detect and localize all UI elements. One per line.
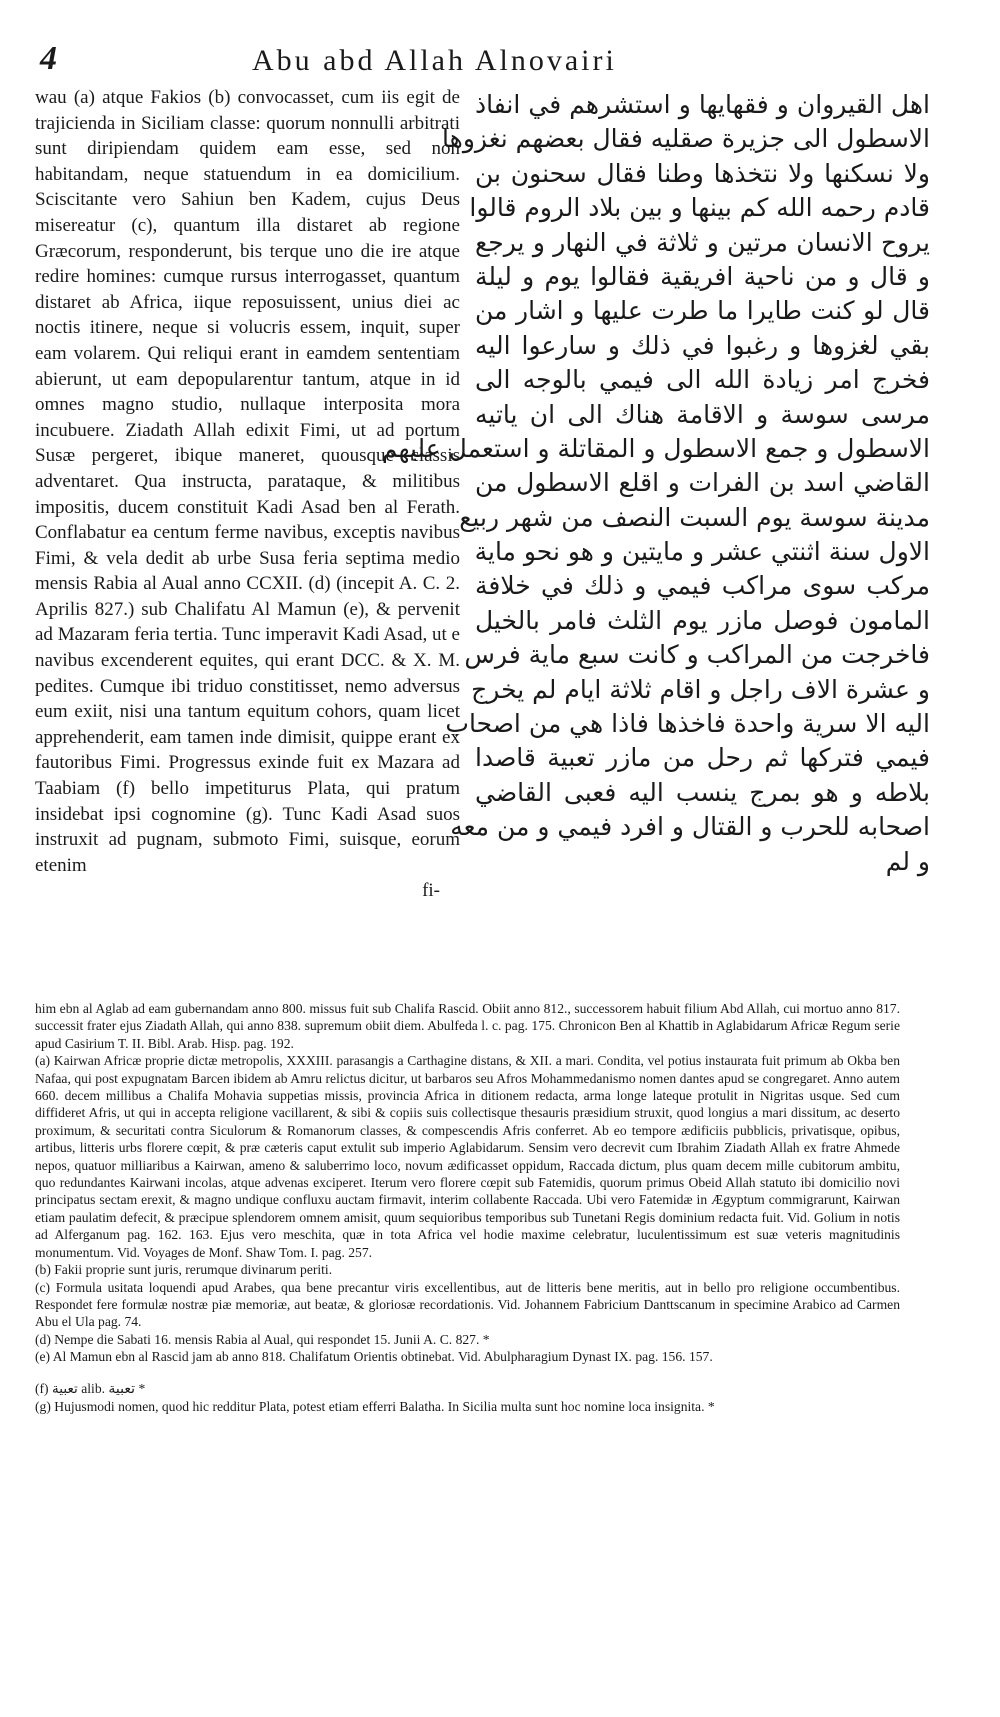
running-head: Abu abd Allah Alnovairi bbox=[252, 44, 617, 77]
arabic-line: فخرج امر زيادة الله الى فيمي بالوجه الى bbox=[475, 365, 930, 395]
arabic-line: المامون فوصل مازر يوم الثلث فامر بالخيل bbox=[475, 605, 930, 635]
footnote-f-text: (f) تعبية alib. bbox=[35, 1380, 106, 1396]
latin-text: wau (a) atque Fakios (b) convocasset, cum iis egit de trajicienda in Siciliam classe: quorum nonnulli arbitrati sunt diripiendam quidem eam esse, sed non habitandam, neque statuendum in ea domicilium. Sciscitante vero Sahiun ben Kadem, cujus Deus misereatur (c), quantum illa distaret ab regione Græcorum, responderunt, bis terque uno die ire atque redire homines: cumque rursus interrogasset, quantum distaret ab Africa, iique reposuissent, unius diei ac noctis itinere, neque si volucris essem, inquit, super eam volarem. Qui reliqui erant in eamdem sententiam abierunt, ut eam depopularentur tantum, atque in id omnes magno studio, nullaque interposita mora incubuere. Ziadath Allah edixit Fimi, ut ad portum Susæ pergeret, ibique maneret, quousque classis adventaret. Qua instructa, parataque, & militibus impositis, ducem constituit Kadi Asad ben al Ferath. Conflabatur ea centum ferme navibus, exceptis navibus Fimi, & vela dedit ab urbe Susa feria septima medio mensis Rabia al Aual anno CCXII. (d) (incepit A. C. 2. Aprilis 827.) sub Chalifatu Al Mamun (e), & pervenit ad Mazaram feria tertia. Tunc imperavit Kadi Asad, ut e navibus excenderent equites, qui erant DCC. & X. M. pedites. Cumque ibi triduo constitisset, nemo adversus eum exiit, nisi una tantum equitum cohors, quam licet apprehenderit, eam tamen inde dimisit, quippe erant ex fautoribus Fimi. Progressus exinde fuit ex Mazara ad Taabiam (f) bello impetiturus Plata, qui pratum insidebat ipsi cognomine (g). Tunc Kadi Asad suos instruxit ad pugnam, submoto Fimi, suisque, eorum etenim bbox=[35, 87, 460, 876]
arabic-line: الاول سنة اثنتي عشر و مايتين و هو نحو ماية bbox=[474, 537, 930, 567]
arabic-line: بقي لغزوها و رغبوا في ذلك و سارعوا اليه bbox=[475, 330, 930, 360]
arabic-line: ولا نسكنها ولا نتخذها وطنا فقال سحنون بن bbox=[475, 158, 930, 188]
arabic-line: فاخرجت من المراكب و كانت سبع ماية فرس bbox=[464, 640, 930, 670]
footnotes bbox=[35, 1000, 900, 1415]
page-number: 4 bbox=[40, 40, 57, 77]
arabic-line: اليه الا سرية واحدة فاخذها فاذا هي من اصحاب bbox=[445, 709, 930, 739]
page-header bbox=[30, 40, 970, 80]
footnote-f-star: * bbox=[138, 1380, 146, 1396]
catchword: fi- bbox=[422, 880, 440, 902]
arabic-line: قادم رحمه الله كم بينها و بين بلاد الروم قالوا bbox=[469, 193, 930, 223]
arabic-line: قال لو كنت طايرا ما طرت عليها و اشار من bbox=[475, 296, 930, 326]
arabic-line: و قال و من ناحية افريقية فقالوا يوم و ليلة bbox=[475, 261, 930, 291]
footnote-a: (a) Kairwan Africæ proprie dictæ metropolis, XXXIII. parasangis a Carthagine distans, & XII. a mari. Condita, vel potius instaurata fuit primum ab Okba ben Nafaa, qui post expugnatam Barcen ibidem ab Amru relictus dicitur, ut barbaros seu Afros Mohammedanismo nomen dantes apud se congregaret. Anno autem 660. decem millibus a Chalifa Mohavia suppetias missis, provincia Africa in ditionem redacta, arma longe lateque protulit in Nigritas usque. Sed cum diffideret Afris, ut qui in accepta religione vacillarent, & sibi & copiis suis collectisque thesauris præsidium struxit, quod longius a mari dissitum, ac deserto proximum, & securitati contra Siculorum & Romanorum classes, & compescendis Afris conferret. Ab eo tempore ædificiis pubblicis, privatisque, opibus, artibus, litteris urbs florere cœpit, & præ cæteris caput extulit sub imperio Aglabidarum. Sensim vero decrevit cum Ibrahim Ziadath Allah ex fratre Ahmede nepos, quatuor milliaribus a Kairwan, ameno & saluberrimo loco, novum ædificasset oppidum, Raccada dictum, plus quam decem mille cubitorum ambitu, quo redundantes Kairwani incolas, atque advenas exciperet. Iterum vero florere cœpit sub Fatemidis, quorum primus Obeid Allah statuto ibi domicilio novi principatus sectam erexit, & magno undique confluxu auctam firmavit, interim collabente Raccada. Ubi vero Fatemidæ in Ægyptum commigrarunt, Kairwan etiam paulatim defecit, & præcipue splendorem omnem amisit, quum sequioribus temporibus sub Tunetani Regis dominium redacta fuit. Vid. Golium in notis ad Alferganum pag. 162. 163. Ejus vero meschita, quæ in tota Africa vel hodie maxime celebratur, luculentissimum est suæ veteris magnitudinis monumentum. Vid. Voyages de Monf. Shaw Tom. I. pag. 257. bbox=[35, 1053, 900, 1260]
latin-column bbox=[35, 85, 460, 904]
arabic-line: بلاطه و هو بمرج ينسب اليه فعبى القاضي bbox=[475, 777, 930, 807]
arabic-column bbox=[381, 88, 930, 879]
footnote-g: (g) Hujusmodi nomen, quod hic redditur Plata, potest etiam efferri Balatha. In Sicilia multa sunt hoc nomine loca insignita. * bbox=[35, 1398, 715, 1414]
arabic-line: القاضي اسد بن الفرات و اقلع الاسطول من bbox=[475, 468, 930, 498]
arabic-line: مركب سوى مراكب فيمي و ذلك في خلافة bbox=[475, 571, 930, 601]
arabic-line: اصحابه للحرب و القتال و افرد فيمي و من معه bbox=[450, 812, 930, 842]
arabic-line: فيمي فتركها ثم رحل من مازر تعبية قاصدا bbox=[475, 743, 930, 773]
arabic-line: مدينة سوسة يوم السبت النصف من شهر ربيع bbox=[459, 502, 930, 532]
footnote-b: (b) Fakii proprie sunt juris, rerumque divinarum periti. bbox=[35, 1262, 333, 1278]
arabic-line: اهل القيروان و فقهايها و استشرهم في انفاذ bbox=[475, 90, 930, 119]
footnote-f bbox=[35, 1380, 900, 1398]
footnote-continuation: him ebn al Aglab ad eam gubernandam anno 800. missus fuit sub Chalifa Rascid. Obiit anno 812., successorem habuit filium Abd Allah, cui mortuo anno 817. successit frater ejus Ziadath Allah, qui anno 838. supremum obiit diem. Abulfeda l. c. pag. 175. Chronicon Ben al Khattib in Aglabidarum Africæ Regum serie apud Casirium T. II. Bibl. Arab. Hisp. pag. 192. bbox=[35, 1001, 900, 1051]
arabic-line: الاسطول و جمع الاسطول و المقاتلة و استعمل عليهم bbox=[381, 433, 930, 463]
footnote-f-arabic: تعبية bbox=[108, 1380, 136, 1397]
arabic-line: و لم bbox=[885, 846, 930, 876]
footnote-c: (c) Formula usitata loquendi apud Arabes, qua bene precantur viris excellentibus, aut de litteris bene meritis, aut in bello pro religione occumbentibus. Respondet fere formulæ nostræ piæ memoriæ, aut beatæ, & gloriosæ recordationis. Vid. Johannem Fabricium Danttscanum in specimine Arabico ad Carmen Abu el Ula pag. 74. bbox=[35, 1279, 900, 1330]
footnote-e: (e) Al Mamun ebn al Rascid jam ab anno 818. Chalifatum Orientis obtinebat. Vid. Abulpharagium Dynast IX. pag. 156. 157. bbox=[35, 1349, 713, 1365]
arabic-line: مرسى سوسة و الاقامة هناك الى ان ياتيه bbox=[475, 399, 930, 429]
arabic-line: الاسطول الى جزيرة صقليه فقال بعضهم نغزوها bbox=[442, 124, 930, 154]
arabic-line: و عشرة الاف راجل و اقام ثلاثة ايام لم يخرج bbox=[471, 674, 930, 704]
footnote-d: (d) Nempe die Sabati 16. mensis Rabia al Aual, qui respondet 15. Junii A. C. 827. * bbox=[35, 1331, 490, 1347]
arabic-line: يروح الانسان مرتين و ثلاثة في النهار و يرجع bbox=[475, 227, 930, 257]
